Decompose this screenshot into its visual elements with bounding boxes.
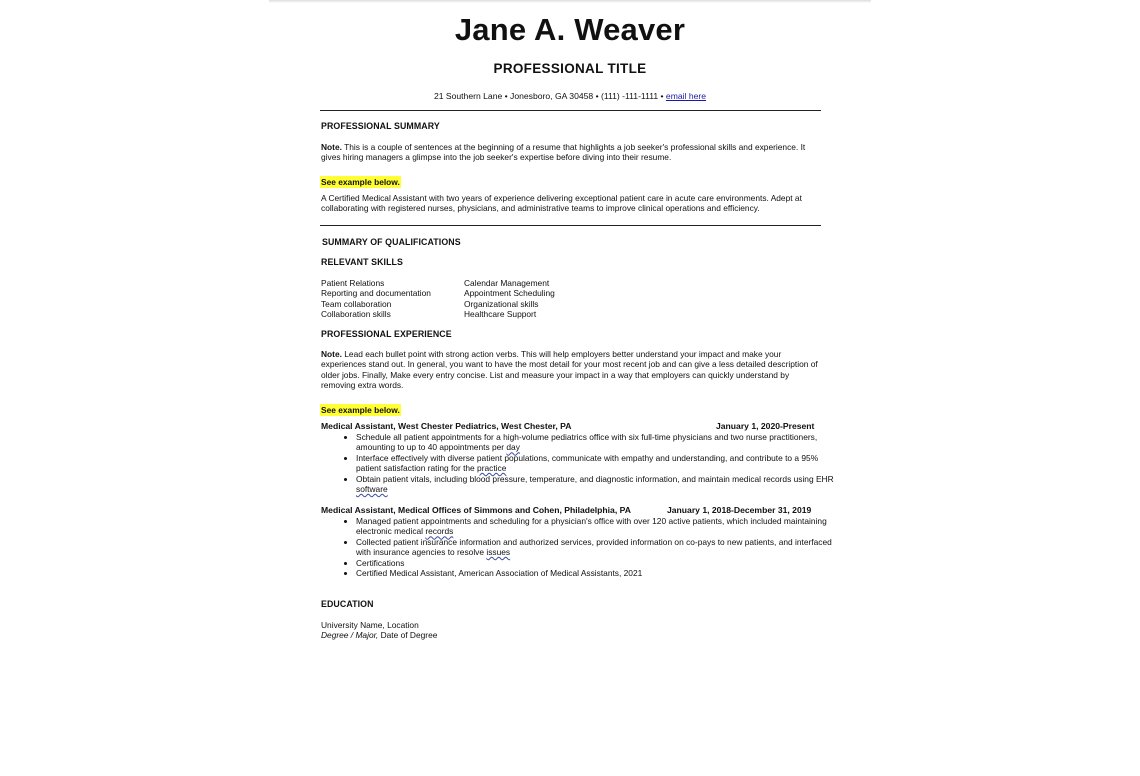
bullet-text: Managed patient appointments and scheduling for a physician's office with over 120 active patients, which included maintaining electronic medical xyxy=(356,516,827,537)
job-bullets xyxy=(340,516,838,578)
experience-note-text: Lead each bullet point with strong action verbs. This will help employers better understand your impact and make your experiences stand out. In general, you want to have the most detail for your most recent job and can give a less detailed description of older jobs. Finally, Make every entry concise. List and measure your impact in a way that employers can quickly understand by removing extra words. xyxy=(321,349,818,391)
spellcheck-word: records xyxy=(425,526,454,537)
job-bullets xyxy=(340,432,838,494)
summary-divider xyxy=(320,225,821,226)
spellcheck-word: issues xyxy=(486,547,511,558)
summary-example-callout xyxy=(320,172,401,190)
skill-item: Calendar Management xyxy=(464,278,550,288)
job-dates: January 1, 2020-Present xyxy=(716,421,815,431)
skill-item: Organizational skills xyxy=(464,298,539,309)
spellcheck-word: practice xyxy=(477,463,507,474)
header-divider xyxy=(320,110,821,111)
summary-example-text: A Certified Medical Assistant with two years of experience delivering exceptional patient care in acute care environments. Adept at collaborating with registered nurses, physicians, and administrative teams to improve clinical operations and efficiency. xyxy=(321,193,802,214)
spellcheck-word: day xyxy=(506,442,520,453)
spellcheck-word: software xyxy=(356,484,388,495)
summary-note xyxy=(321,142,821,163)
summary-note-label: Note. xyxy=(321,142,342,152)
job-title: Medical Assistant, West Chester Pediatrics, West Chester, PA xyxy=(321,421,572,431)
job-bullet xyxy=(356,537,838,558)
skill-item: Appointment Scheduling xyxy=(464,288,555,299)
page-top-shadow xyxy=(269,0,871,3)
bullet-text: Interface effectively with diverse patient populations, communicate with empathy and understanding, and contribute to a 95% patient satisfaction rating for the xyxy=(356,452,819,474)
email-link[interactable]: email here xyxy=(665,91,707,101)
skills-right-column xyxy=(464,278,555,320)
qualifications-heading: SUMMARY OF QUALIFICATIONS xyxy=(322,237,461,247)
skill-item: Reporting and documentation xyxy=(321,288,431,299)
skill-item: Healthcare Support xyxy=(464,309,537,320)
summary-example-label: See example below. xyxy=(321,177,400,187)
experience-example-callout xyxy=(320,400,401,418)
education-degree: Degree / Major, xyxy=(321,630,379,640)
experience-heading: PROFESSIONAL EXPERIENCE xyxy=(321,329,452,339)
bullet-text: Obtain patient vitals, including blood pressure, temperature, and diagnostic information, and maintain medical records using EHR xyxy=(356,473,834,484)
job-bullet xyxy=(356,568,838,578)
skill-item: Collaboration skills xyxy=(321,309,391,320)
bullet-text: Collected patient insurance information and authorized services, provided information on co-pays to new patients, and interfaced with insurance agencies to resolve xyxy=(356,536,832,558)
education-date: Date of Degree xyxy=(378,630,438,640)
experience-example-label: See example below. xyxy=(321,405,400,415)
job-title: Medical Assistant, Medical Offices of Simmons and Cohen, Philadelphia, PA xyxy=(321,505,631,515)
education-institution: University Name, Location xyxy=(321,620,419,630)
skill-item: Team collaboration xyxy=(321,298,392,309)
contact-line xyxy=(269,91,871,101)
job-dates: January 1, 2018-December 31, 2019 xyxy=(667,505,812,515)
skills-heading: RELEVANT SKILLS xyxy=(321,257,403,267)
bullet-text: Certified Medical Assistant, American Association of Medical Assistants, 2021 xyxy=(356,568,643,579)
job-bullet xyxy=(356,474,838,495)
job-bullet xyxy=(356,432,838,453)
skill-item: Patient Relations xyxy=(321,278,385,288)
contact-details: 21 Southern Lane • Jonesboro, GA 30458 • (111) -111-1111 • xyxy=(433,91,664,101)
bullet-text: Schedule all patient appointments for a high-volume pediatrics office with six full-time physicians and two nurse practitioners, amounting to up to 40 appointments per xyxy=(356,432,818,453)
professional-title: PROFESSIONAL TITLE xyxy=(493,61,647,76)
job-bullet xyxy=(356,516,838,537)
education-degree-line xyxy=(321,630,437,640)
skills-left-column xyxy=(321,278,431,320)
candidate-name: Jane A. Weaver xyxy=(454,12,686,47)
job-bullet xyxy=(356,558,838,568)
job-bullet xyxy=(356,453,838,474)
education-heading: EDUCATION xyxy=(321,599,374,609)
summary-heading: PROFESSIONAL SUMMARY xyxy=(321,121,440,131)
bullet-text: Certifications xyxy=(356,557,405,568)
experience-note xyxy=(321,349,819,391)
experience-note-label: Note. xyxy=(321,349,342,359)
summary-note-text: This is a couple of sentences at the beginning of a resume that highlights a job seeker's professional skills and experience. It gives hiring managers a glimpse into the job seeker's expertise before diving into their resume. xyxy=(321,142,806,163)
